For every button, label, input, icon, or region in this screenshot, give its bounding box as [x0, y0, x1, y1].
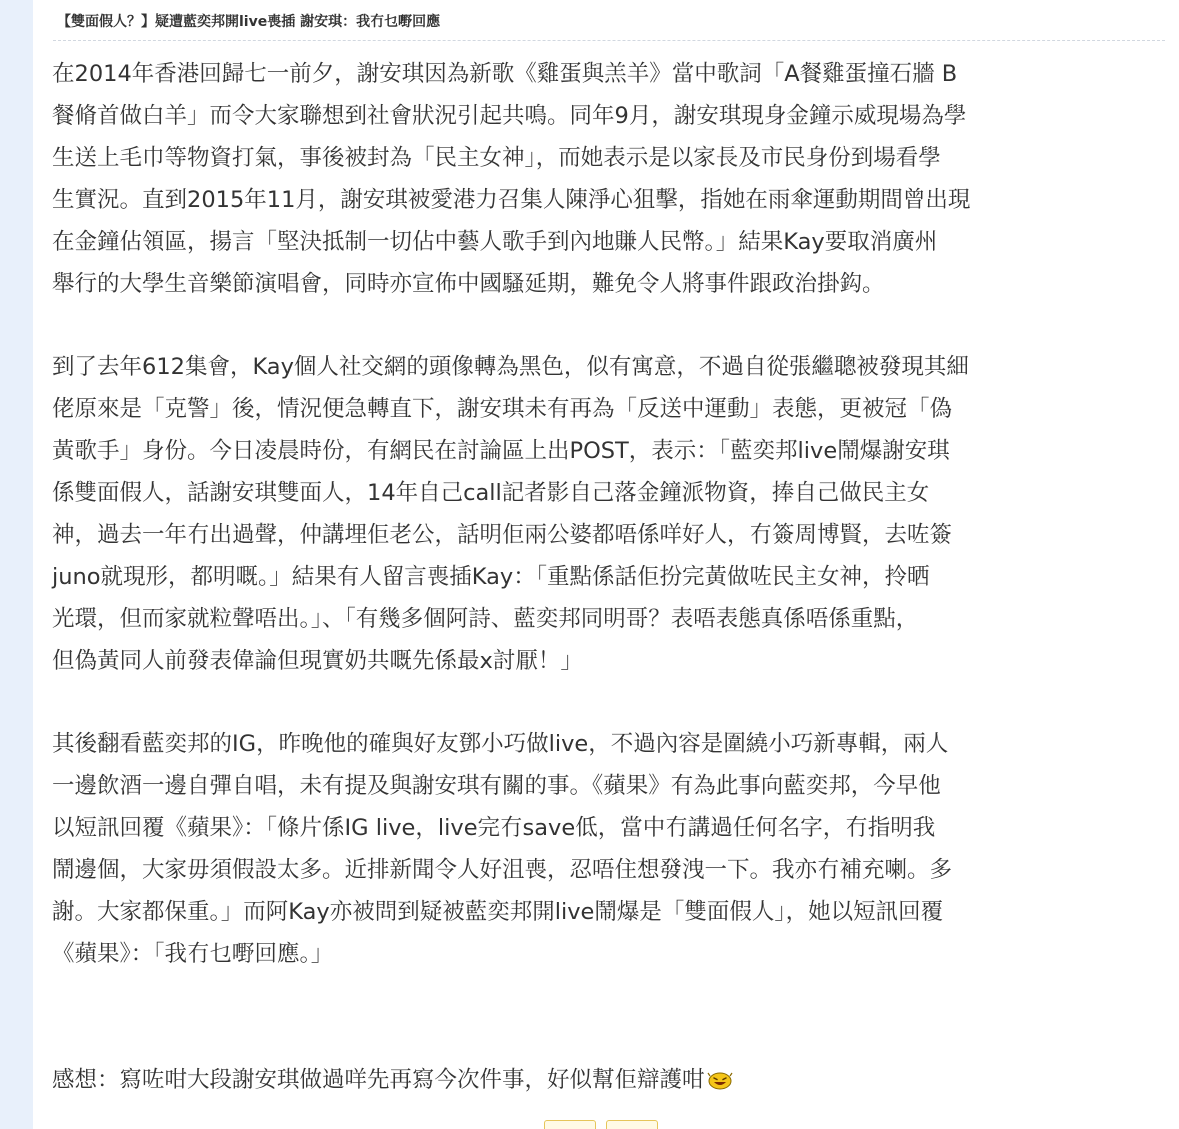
post-action-button[interactable] — [606, 1120, 658, 1129]
text-line: 黃歌手」身份。今日凌晨時份，有網民在討論區上出POST，表示：「藍奕邦live鬧爆謝安琪 — [52, 438, 950, 465]
text-line: 《蘋果》：「我冇乜嘢回應。」 — [52, 941, 334, 967]
forum-post — [33, 0, 1179, 1129]
text-line: 生實況。直到2015年11月，謝安琪被愛港力召集人陳淨心狙擊，指她在雨傘運動期間曾出現 — [52, 186, 971, 213]
paragraph-1 — [52, 54, 1165, 305]
text-line: 謝。大家都保重。」而阿Kay亦被問到疑被藍奕邦開live鬧爆是「雙面假人」，她以短訊回覆 — [52, 899, 944, 926]
paragraph-2 — [52, 347, 1165, 682]
text-line: 在2014年香港回歸七一前夕，謝安琪因為新歌《雞蛋與羔羊》當中歌詞「A餐雞蛋撞石牆 B — [52, 61, 958, 87]
text-line: 但偽黃同人前發表偉論但現實奶共嘅先係最x討厭！」 — [52, 647, 583, 674]
text-line: 生送上毛巾等物資打氣，事後被封為「民主女神」，而她表示是以家長及市民身份到場看學 — [52, 144, 941, 171]
text-line: 一邊飲酒一邊自彈自唱，未有提及與謝安琪有關的事。《蘋果》有為此事向藍奕邦，今早他 — [52, 773, 941, 800]
text-line: 係雙面假人，話謝安琪雙面人，14年自己call記者影自己落金鐘派物資，捧自己做民主女 — [52, 480, 930, 507]
post-body — [52, 54, 1165, 1105]
post-action-button[interactable] — [544, 1120, 596, 1129]
title-divider — [53, 40, 1165, 41]
text-line: 餐脩首做白羊」而令大家聯想到社會狀況引起共鳴。同年9月，謝安琪現身金鐘示威現場為學 — [52, 102, 967, 129]
text-line: 以短訊回覆《蘋果》：「條片係IG live，live完冇save低，當中冇講過任何名字，冇指明我 — [52, 815, 936, 842]
text-line: 光環，但而家就粒聲唔出。」、「有幾多個阿詩、藍奕邦同明哥？表唔表態真係唔係重點， — [52, 605, 919, 632]
paragraph-reflection — [52, 1060, 1165, 1105]
text-line: 舉行的大學生音樂節演唱會，同時亦宣佈中國騷延期，難免令人將事件跟政治掛鈎。 — [52, 270, 885, 297]
text-line: 其後翻看藍奕邦的IG，昨晚他的確與好友鄧小巧做live，不過內容是圍繞小巧新專輯，兩人 — [52, 731, 949, 758]
text-line: 在金鐘佔領區，揚言「堅決抵制一切佔中藝人歌手到內地賺人民幣。」結果Kay要取消廣州 — [52, 228, 938, 255]
text-line: juno就現形，都明嘅。」結果有人留言喪插Kay：「重點係話佢扮完黃做咗民主女神，拎晒 — [52, 563, 930, 590]
left-sidebar-rail — [0, 0, 33, 1129]
text-line: 佬原來是「克警」後，情況便急轉直下，謝安琪未有再為「反送中運動」表態，更被冠「偽 — [52, 396, 953, 423]
thread-title: 【雙面假人？】疑遭藍奕邦開live喪插 謝安琪：我冇乜嘢回應 — [57, 14, 441, 30]
text-line: 感想：寫咗咁大段謝安琪做過咩先再寫今次件事，好似幫佢辯護咁 — [52, 1066, 705, 1093]
laughing-smiley-icon — [707, 1063, 733, 1105]
paragraph-3 — [52, 724, 1165, 975]
text-line: 鬧邊個，大家毋須假設太多。近排新聞令人好沮喪，忍唔住想發洩一下。我亦冇補充喇。多 — [52, 857, 953, 884]
text-line: 神，過去一年冇出過聲，仲講埋佢老公，話明佢兩公婆都唔係咩好人，冇簽周博賢，去咗簽 — [52, 521, 953, 548]
text-line: 到了去年612集會，Kay個人社交網的頭像轉為黑色，似有寓意，不過自從張繼聰被發現其細 — [52, 354, 969, 381]
